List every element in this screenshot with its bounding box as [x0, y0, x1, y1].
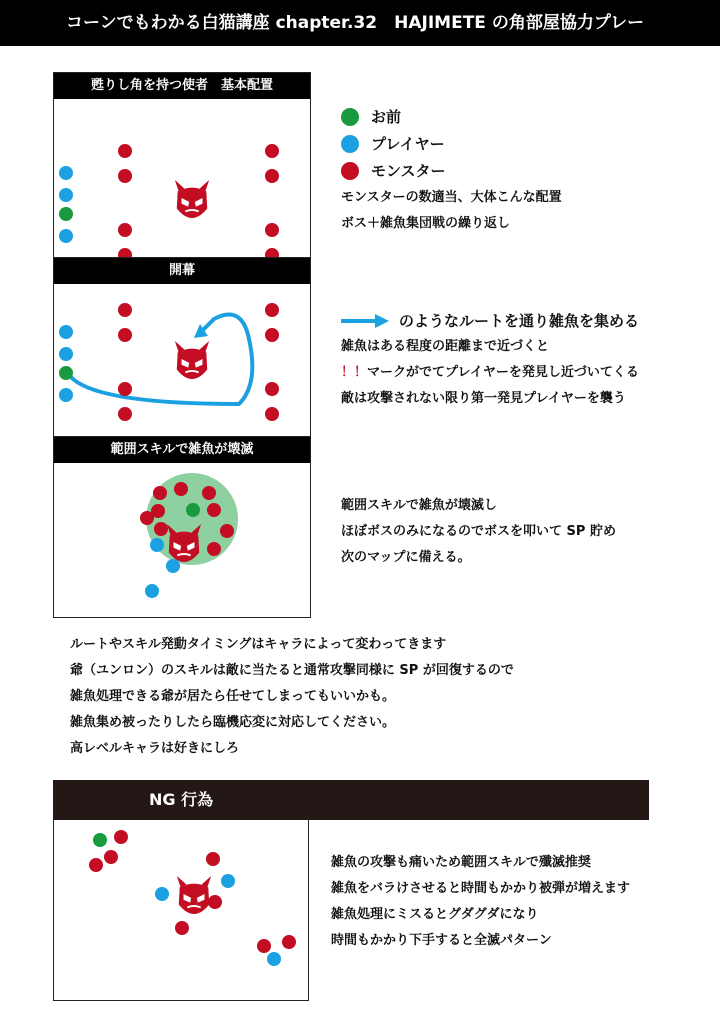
monster-dot: [265, 144, 279, 158]
player-dot: [59, 325, 73, 339]
sweep-line-3: 次のマップに備える。: [341, 550, 471, 565]
note-line: ルートやスキル発動タイミングはキャラによって変わってきます: [70, 637, 447, 652]
panel-opening: [53, 257, 311, 439]
self-dot: [93, 833, 107, 847]
route-line-3: 敵は攻撃されない限り第一発見プレイヤーを襲う: [341, 391, 626, 406]
panel-sweep: [53, 436, 311, 618]
player-dot: [267, 952, 281, 966]
player-dot: [59, 229, 73, 243]
legend-note-1: モンスターの数適当、大体こんな配置: [341, 190, 562, 205]
monster-dot: [265, 169, 279, 183]
legend-self: お前: [341, 104, 562, 131]
monster-dot: [175, 921, 189, 935]
monster-dot: [207, 503, 221, 517]
monster-dot: [174, 482, 188, 496]
player-dot: [145, 584, 159, 598]
legend: [341, 104, 562, 237]
legend-monster-dot: [341, 162, 359, 180]
monster-dot: [265, 382, 279, 396]
legend-note-2: ボス＋雑魚集団戦の繰り返し: [341, 216, 511, 231]
monster-dot: [114, 830, 128, 844]
monster-dot: [207, 542, 221, 556]
monster-dot: [118, 223, 132, 237]
monster-dot: [202, 486, 216, 500]
monster-dot: [89, 858, 103, 872]
self-dot: [59, 207, 73, 221]
monster-dot: [118, 328, 132, 342]
player-dot: [59, 388, 73, 402]
sweep-line-1: 範囲スキルで雑魚が壊滅し: [341, 498, 497, 513]
page-header: コーンでもわかる白猫講座 chapter.32 HAJIMETE の角部屋協力プレー: [0, 0, 720, 46]
boss-icon: [174, 875, 214, 915]
legend-player-dot: [341, 135, 359, 153]
player-dot: [59, 347, 73, 361]
player-dot: [59, 166, 73, 180]
monster-dot: [104, 850, 118, 864]
route-line-2: ！！マークがでてプレイヤーを発見し近づいてくる: [341, 365, 639, 380]
panel-title-sweep: 範囲スキルで雑魚が壊滅: [54, 437, 310, 463]
monster-dot: [118, 407, 132, 421]
diagram-sweep: [54, 463, 310, 617]
monster-dot: [118, 144, 132, 158]
route-heading-row: [341, 308, 639, 334]
monster-dot: [265, 303, 279, 317]
monster-dot: [153, 486, 167, 500]
ng-line: 雑魚の攻撃も痛いため範囲スキルで殲滅推奨: [331, 855, 591, 870]
boss-icon: [164, 523, 204, 563]
arrow-right-icon: [341, 314, 391, 328]
ng-line: 時間もかかり下手すると全滅パターン: [331, 933, 552, 948]
monster-dot: [257, 939, 271, 953]
sweep-line-2: ほぼボスのみになるのでボスを叩いて SP 貯め: [341, 524, 616, 539]
monster-dot: [265, 223, 279, 237]
player-dot: [59, 188, 73, 202]
diagram-ng: [53, 820, 309, 1001]
route-section: [341, 308, 639, 412]
note-line: 雑魚処理できる爺が居たら任せてしまってもいいかも。: [70, 689, 396, 704]
monster-dot: [118, 382, 132, 396]
monster-dot: [118, 169, 132, 183]
ng-text: [331, 850, 630, 954]
player-dot: [155, 887, 169, 901]
self-dot: [186, 503, 200, 517]
monster-dot: [118, 303, 132, 317]
legend-player: プレイヤー: [341, 131, 562, 158]
panel-title-basic-layout: 甦りし角を持つ使者 基本配置: [54, 73, 310, 99]
panel-title-opening: 開幕: [54, 258, 310, 284]
diagram-opening: [54, 284, 310, 438]
self-dot: [59, 366, 73, 380]
monster-dot: [282, 935, 296, 949]
monster-dot: [265, 328, 279, 342]
monster-dot: [206, 852, 220, 866]
monster-dot: [265, 407, 279, 421]
monster-dot: [140, 511, 154, 525]
ng-line: 雑魚をバラけさせると時間もかかり被弾が増えます: [331, 881, 631, 896]
diagram-basic-layout: [54, 99, 310, 259]
ng-line: 雑魚処理にミスるとグダグダになり: [331, 907, 539, 922]
player-dot: [150, 538, 164, 552]
player-dot: [221, 874, 235, 888]
monster-dot: [220, 524, 234, 538]
alert-mark: ！！: [341, 365, 368, 380]
legend-monster: モンスター: [341, 158, 562, 185]
panel-basic-layout: [53, 72, 311, 260]
note-line: 爺（ユンロン）のスキルは敵に当たると通常攻撃同様に SP が回復するので: [70, 663, 514, 678]
sweep-section: [341, 493, 616, 571]
notes-section: [70, 632, 514, 762]
legend-self-dot: [341, 108, 359, 126]
route-heading: のようなルートを通り雑魚を集める: [399, 312, 640, 330]
note-line: 雑魚集め被ったりしたら臨機応変に対応してください。: [70, 715, 396, 730]
boss-icon: [172, 340, 212, 380]
ng-title: NG 行為: [53, 780, 649, 820]
note-line: 高レベルキャラは好きにしろ: [70, 741, 240, 756]
route-line-1: 雑魚はある程度の距離まで近づくと: [341, 339, 550, 354]
boss-icon: [172, 179, 212, 219]
